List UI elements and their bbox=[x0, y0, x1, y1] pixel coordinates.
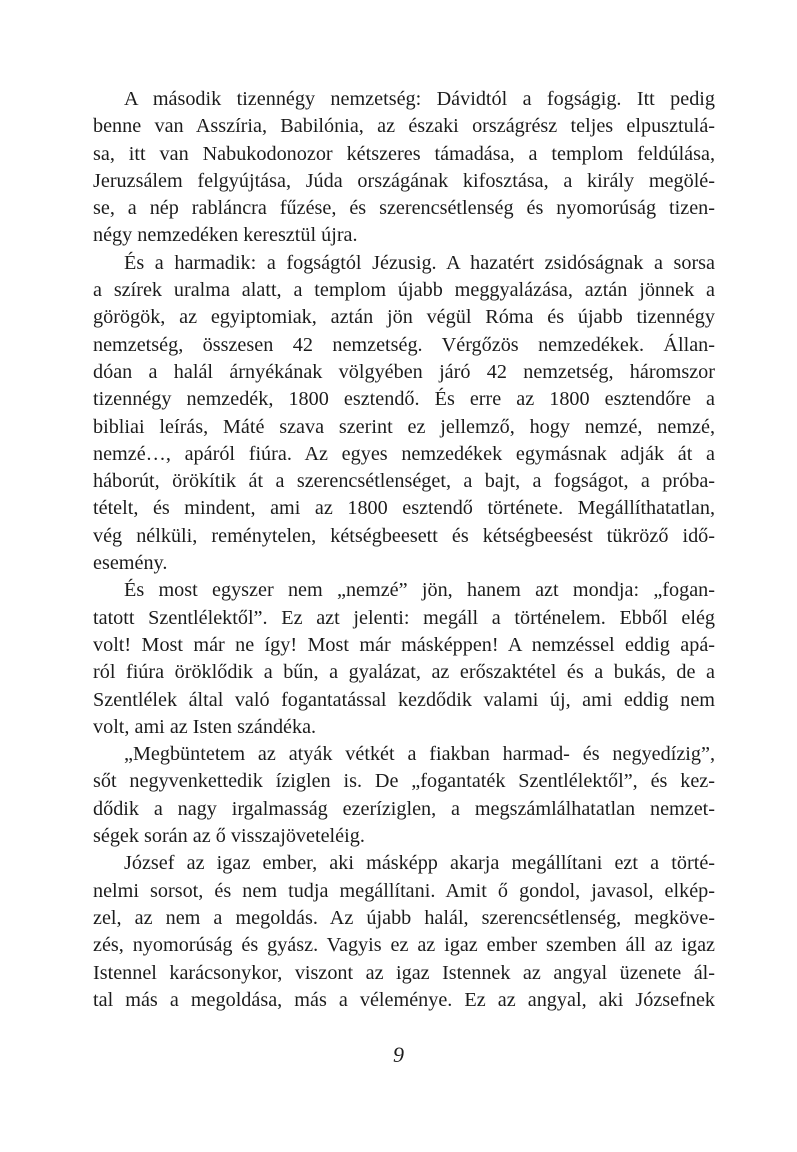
text-line: Szentlélek által való fogantatással kezdődik valami új, ami eddig nem bbox=[93, 688, 715, 711]
text-line: József az igaz ember, aki másképp akarja megállítani ezt a törté- bbox=[124, 852, 715, 875]
text-line: görögök, az egyiptomiak, aztán jön végül Róma és újabb tizennégy bbox=[93, 306, 715, 329]
body-text bbox=[93, 86, 715, 1014]
text-line: ról fiúra öröklődik a bűn, a gyalázat, az erőszaktétel és a bukás, de a bbox=[93, 661, 715, 684]
text-line: Istennel karácsonykor, viszont az igaz Istennek az angyal üzenete ál- bbox=[93, 961, 715, 984]
text-line: nelmi sorsot, és nem tudja megállítani. Amit ő gondol, javasol, elkép- bbox=[93, 879, 715, 902]
text-line: sa, itt van Nabukodonozor kétszeres támadása, a templom feldúlása, bbox=[93, 142, 715, 165]
text-line: benne van Asszíria, Babilónia, az északi országrész teljes elpusztulá- bbox=[93, 115, 715, 138]
text-line: ségek során az ő visszajöveteléig. bbox=[93, 825, 365, 848]
text-line: „Megbüntetem az atyák vétkét a fiakban harmad- és negyedízig”, bbox=[124, 743, 715, 766]
text-line: vég nélküli, reménytelen, kétségbeesett és kétségbeesést tükröző idő- bbox=[93, 524, 715, 547]
text-line: háborút, örökítik át a szerencsétlenséget, a bajt, a fogságot, a próba- bbox=[93, 470, 715, 493]
text-line: sőt negyvenkettedik íziglen is. De „fogantaték Szentlélektől”, és kez- bbox=[93, 770, 715, 793]
text-line: A második tizennégy nemzetség: Dávidtól a fogságig. Itt pedig bbox=[124, 88, 715, 110]
text-line: bibliai leírás, Máté szava szerint ez jellemző, hogy nemzé, nemzé, bbox=[93, 415, 715, 438]
text-line: dóan a halál árnyékának völgyében járó 42 nemzetség, háromszor bbox=[93, 360, 715, 383]
text-line: zés, nyomorúság és gyász. Vagyis ez az igaz ember szemben áll az igaz bbox=[93, 934, 715, 957]
text-line: tételt, és mindent, ami az 1800 esztendő története. Megállíthatatlan, bbox=[93, 497, 715, 520]
text-line: tatott Szentlélektől”. Ez azt jelenti: megáll a történelem. Ebből elég bbox=[93, 606, 715, 629]
text-line: nemzetség, összesen 42 nemzetség. Vérgőzös nemzedékek. Állan- bbox=[93, 333, 715, 356]
text-line: volt! Most már ne így! Most már másképpen! A nemzéssel eddig apá- bbox=[93, 633, 715, 656]
text-line: volt, ami az Isten szándéka. bbox=[93, 715, 317, 738]
text-line: És a harmadik: a fogságtól Jézusig. A hazatért zsidóságnak a sorsa bbox=[124, 251, 715, 274]
text-line: zel, az nem a megoldás. Az újabb halál, szerencsétlenség, megköve- bbox=[93, 906, 715, 929]
text-line: négy nemzedéken keresztül újra. bbox=[93, 224, 358, 247]
text-line: se, a nép rabláncra fűzése, és szerencsétlenség és nyomorúság tizen- bbox=[93, 197, 715, 220]
text-line: tal más a megoldása, más a véleménye. Ez az angyal, aki Józsefnek bbox=[93, 988, 715, 1011]
text-line: a szírek uralma alatt, a templom újabb meggyalázása, aztán jönnek a bbox=[93, 279, 715, 302]
text-line: dődik a nagy irgalmasság ezeríziglen, a megszámlálhatatlan nemzet- bbox=[93, 797, 715, 820]
page-number: 9 bbox=[393, 1042, 404, 1067]
text-line: Jeruzsálem felgyújtása, Júda országának kifosztása, a király megölé- bbox=[93, 169, 715, 192]
text-line: És most egyszer nem „nemzé” jön, hanem azt mondja: „fogan- bbox=[124, 579, 715, 602]
text-line: nemzé…, apáról fiúra. Az egyes nemzedékek egymásnak adják át a bbox=[93, 442, 715, 465]
text-line: tizennégy nemzedék, 1800 esztendő. És erre az 1800 esztendőre a bbox=[93, 388, 715, 411]
text-line: esemény. bbox=[93, 552, 168, 575]
